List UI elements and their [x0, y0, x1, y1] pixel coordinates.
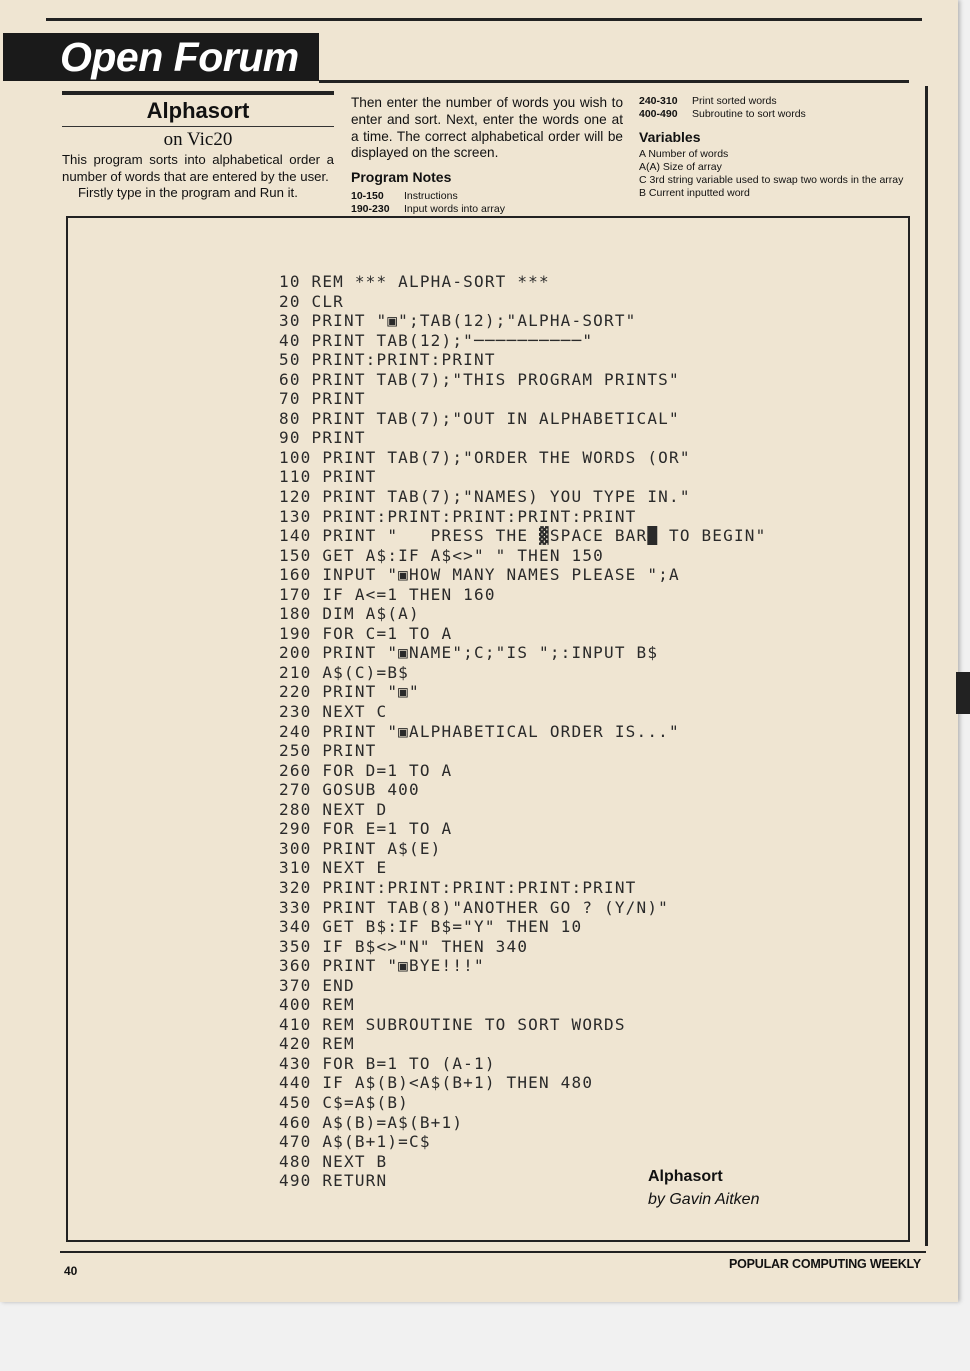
code-line: 420 REM [279, 1034, 355, 1054]
variables-heading: Variables [639, 129, 701, 145]
code-line: 290 FOR E=1 TO A [279, 819, 453, 839]
note-text: Print sorted words [692, 95, 777, 107]
code-line: 110 PRINT [279, 467, 377, 487]
code-line: 430 FOR B=1 TO (A-1) [279, 1053, 496, 1073]
code-line: 470 A$(B+1)=C$ [279, 1132, 431, 1152]
code-line: 350 IF B$<>"N" THEN 340 [279, 936, 529, 956]
code-line: 490 RETURN [279, 1171, 388, 1191]
page-number: 40 [64, 1264, 78, 1278]
publication-name: POPULAR COMPUTING WEEKLY [729, 1257, 921, 1271]
code-line: 450 C$=A$(B) [279, 1092, 409, 1112]
code-line: 240 PRINT "▣ALPHABETICAL ORDER IS..." [279, 721, 680, 741]
code-line: 440 IF A$(B)<A$(B+1) THEN 480 [279, 1073, 594, 1093]
code-line: 120 PRINT TAB(7);"NAMES) YOU TYPE IN." [279, 487, 691, 507]
note-item [351, 190, 623, 203]
code-line: 460 A$(B)=A$(B+1) [279, 1112, 464, 1132]
bottom-rule [60, 1251, 926, 1253]
note-item [639, 108, 911, 121]
variable-item: B Current inputted word [639, 187, 750, 199]
note-text: Instructions [404, 190, 458, 203]
masthead-rule [319, 80, 909, 83]
note-range: 400-490 [639, 108, 678, 120]
intro-paragraph: This program sorts into alphabetical order a number of words that are entered by the user. [62, 152, 334, 184]
variable-item: A(A) Size of array [639, 161, 722, 173]
note-item [639, 95, 911, 108]
code-line: 80 PRINT TAB(7);"OUT IN ALPHABETICAL" [279, 408, 680, 428]
right-rule [925, 86, 928, 1246]
title-divider [62, 126, 334, 127]
code-line: 410 REM SUBROUTINE TO SORT WORDS [279, 1014, 626, 1034]
code-line: 70 PRINT [279, 389, 366, 409]
code-line: 270 GOSUB 400 [279, 780, 420, 800]
code-line: 50 PRINT:PRINT:PRINT [279, 350, 496, 370]
article-title: Alphasort [146, 98, 250, 123]
credit-byline: by Gavin Aitken [648, 1191, 760, 1208]
article-column-2 [351, 95, 623, 216]
code-line: 140 PRINT " PRESS THE ▓SPACE BAR█ TO BEGIN" [279, 526, 767, 546]
code-line: 330 PRINT TAB(8)"ANOTHER GO ? (Y/N)" [279, 897, 669, 917]
code-line: 130 PRINT:PRINT:PRINT:PRINT:PRINT [279, 506, 637, 526]
code-line: 280 NEXT D [279, 799, 388, 819]
note-range: 10-150 [351, 190, 384, 203]
note-text: Input words into array [404, 203, 505, 216]
code-line: 300 PRINT A$(E) [279, 838, 442, 858]
code-line: 480 NEXT B [279, 1151, 388, 1171]
code-line: 40 PRINT TAB(12);"──────────" [279, 330, 594, 350]
notes-heading: Program Notes [351, 169, 452, 186]
code-line: 360 PRINT "▣BYE!!!" [279, 956, 485, 976]
code-line: 200 PRINT "▣NAME";C;"IS ";:INPUT B$ [279, 643, 659, 663]
section-title: Open Forum [60, 34, 299, 80]
code-line: 20 CLR [279, 291, 344, 311]
title-bar [62, 91, 334, 95]
listing-credit [648, 1166, 759, 1211]
program-listing [279, 272, 766, 1191]
code-line: 400 REM [279, 995, 355, 1015]
variable-item: A Number of words [639, 148, 729, 160]
code-line: 230 NEXT C [279, 702, 388, 722]
note-range: 240-310 [639, 95, 678, 107]
code-line: 320 PRINT:PRINT:PRINT:PRINT:PRINT [279, 877, 637, 897]
note-text: Subroutine to sort words [692, 108, 806, 120]
credit-title: Alphasort [648, 1168, 723, 1185]
article-column-3 [639, 95, 911, 200]
usage-paragraph: Then enter the number of words you wish to enter and sort. Next, enter the words one at a time. The correct alphabetical order will be displayed on the screen. [351, 95, 623, 161]
top-rule [46, 18, 922, 21]
variable-item: C 3rd string variable used to swap two words in the array [639, 174, 904, 186]
code-line: 340 GET B$:IF B$="Y" THEN 10 [279, 917, 583, 937]
code-line: 170 IF A<=1 THEN 160 [279, 584, 496, 604]
note-range: 190-230 [351, 203, 390, 216]
page-edge-mark [956, 672, 970, 714]
code-line: 370 END [279, 975, 355, 995]
note-item [351, 203, 623, 216]
code-line: 310 NEXT E [279, 858, 388, 878]
article-subtitle: on Vic20 [163, 129, 233, 150]
code-line: 220 PRINT "▣" [279, 682, 420, 702]
code-line: 30 PRINT "▣";TAB(12);"ALPHA-SORT" [279, 311, 637, 331]
code-line: 260 FOR D=1 TO A [279, 760, 453, 780]
code-line: 90 PRINT [279, 428, 366, 448]
code-line: 250 PRINT [279, 741, 377, 761]
code-line: 100 PRINT TAB(7);"ORDER THE WORDS (OR" [279, 447, 691, 467]
code-line: 150 GET A$:IF A$<>" " THEN 150 [279, 545, 604, 565]
instruction-paragraph: Firstly type in the program and Run it. [78, 185, 298, 200]
code-line: 210 A$(C)=B$ [279, 662, 409, 682]
code-line: 10 REM *** ALPHA-SORT *** [279, 272, 550, 291]
code-line: 60 PRINT TAB(7);"THIS PROGRAM PRINTS" [279, 369, 680, 389]
article-column-1 [62, 91, 334, 202]
code-line: 160 INPUT "▣HOW MANY NAMES PLEASE ";A [279, 565, 680, 585]
code-line: 180 DIM A$(A) [279, 604, 420, 624]
code-line: 190 FOR C=1 TO A [279, 623, 453, 643]
